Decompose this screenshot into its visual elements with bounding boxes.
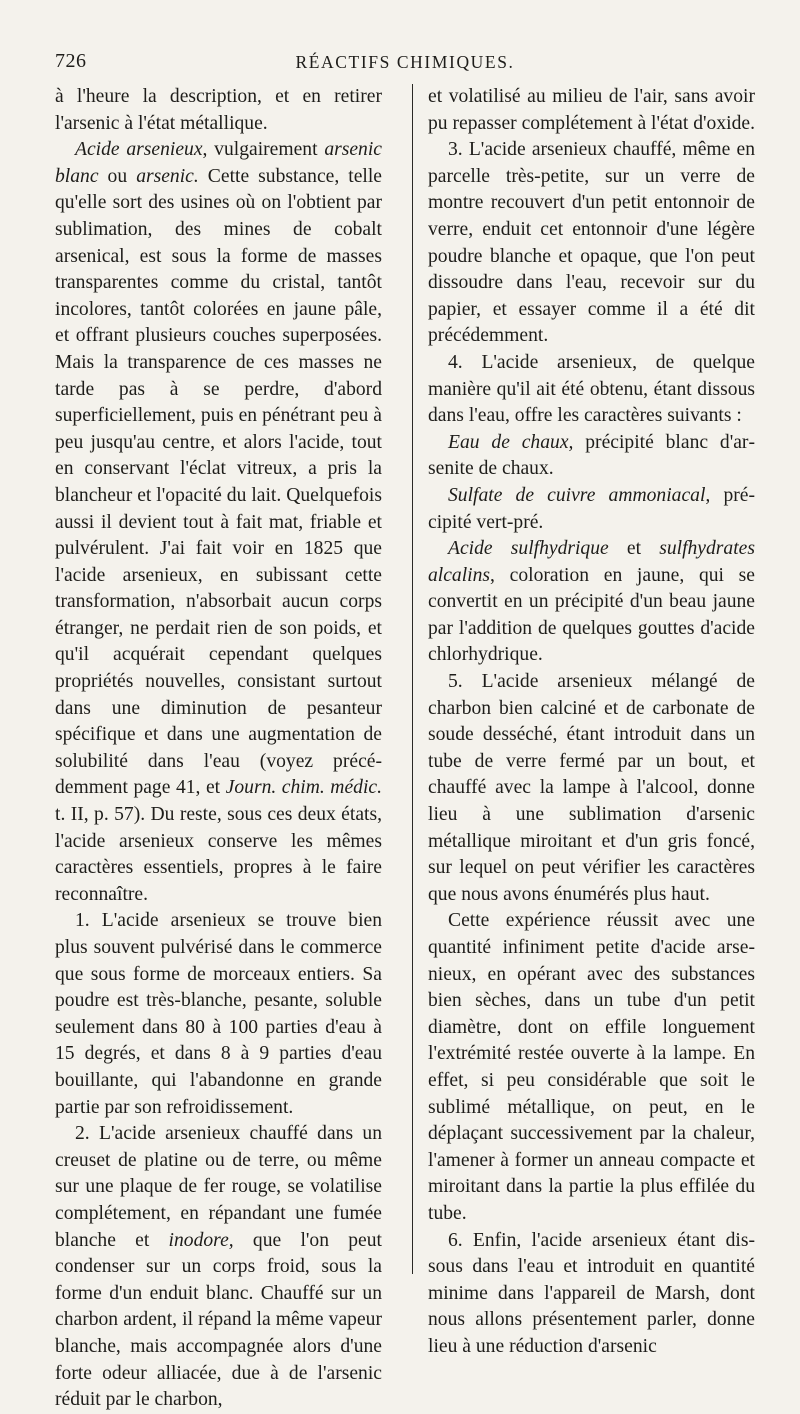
- running-title: RÉACTIFS CHIMIQUES.: [295, 52, 515, 72]
- term: inodore,: [168, 1229, 234, 1251]
- paragraph: à l'heure la description, et en retirer l'arsenic à l'état métallique.: [55, 86, 382, 134]
- reagent-term: sulfhydrates alcalins: [428, 538, 755, 586]
- paragraph: 6. Enfin, l'acide arsenieux étant dissous dans l'eau et introduit en quantité minime dans l'appareil de Marsh, dont nous allons présentement parler, donne lieu à une réduction d'arsenic: [428, 1229, 755, 1357]
- paragraph: 4. L'acide arsenieux, de quelque manière qu'il ait été obtenu, étant dissous dans l'eau, offre les caractères suivants :: [428, 351, 755, 427]
- paragraph: Acide arsenieux, vulgairement arsenic blanc ou arsenic. Cette substance, telle qu'elle sort des usines où on l'obtient par sublimation, des mines de cobalt arsenical, est sous la forme de masses transparentes comme du cristal, tantôt incolores, tantôt colorées en jaune pâle, et offrant plusieurs couches superposées. Mais la transparence de ces masses ne tarde pas à se perdre, d'abord superficiellement, puis en pénétrant peu à peu jusqu'au centre, et alors l'acide, tout en conservant l'éclat vitreux, a pris la blancheur et l'opacité du lait. Quelquefois aussi il devient tout à fait mat, friable et pulvérulent. J'ai fait voir en 1825 que l'acide arsenieux, en subissant cette transformation, n'absorbait aucun corps étranger, ne perdait rien de son poids, et qu'il acquérait cependant quelques propriétés nouvelles, consistant surtout dans une diminution de pesanteur spécifique et dans une augmentation de solubilité dans l'eau (voyez précédemment page 41, et Journ. chim. médic. t. II, p. 57). Du reste, sous ces deux états, l'acide arsenieux conserve les mêmes caractères essentiels, propres à le faire reconnaître.: [55, 139, 383, 905]
- term: Acide arsenieux: [75, 139, 203, 161]
- term: arsenic.: [136, 165, 199, 187]
- paragraph: Acide sulfhydrique et sulfhydrates alcalins, coloration en jaune, qui se convertit en un précipité d'un beau jaune par l'addition de quelques gouttes d'acide chlorhydrique.: [428, 538, 755, 666]
- paragraph: 2. L'acide arsenieux chauffé dans un creuset de platine ou de terre, ou même sur une plaque de fer rouge, se volatilise complétement, en répandant une fumée blanche et inodore, que l'on peut condenser sur un corps froid, sous la forme d'un enduit blanc. Chauffé sur un charbon ardent, il répand la même vapeur blanche, mais accompagnée alors d'une forte odeur alliacée, due à de l'arsenic réduit par le charbon,: [55, 1123, 382, 1411]
- paragraph: 5. L'acide arsenieux mélangé de charbon bien calciné et de carbonate de soude desséché, étant introduit dans un tube de verre fermé par un bout, et chauffé avec la lampe à l'alcool, donne lieu à une sublimation d'arsenic métallique miroitant et d'un gris foncé, sur lequel on peut vérifier les caractères que nous avons énumérés plus haut.: [428, 671, 755, 905]
- journal-reference: Journ. chim. médic.: [225, 777, 382, 799]
- paragraph: Eau de chaux, précipité blanc d'arsenite de chaux.: [428, 431, 755, 480]
- paragraph: Cette expérience réussit avec une quantité infiniment petite d'acide arsenieux, en opérant avec des substances bien sèches, dans un tube d'un petit diamètre, dont on effile longuement l'extrémité restée ouverte à la lampe. En effet, si peu considérable que soit le sublimé métallique, on peut, en le déplaçant successivement par la chaleur, l'amener à former un anneau compacte et miroitant dans la partie la plus effilée du tube.: [428, 910, 755, 1224]
- reagent-term: Eau de chaux,: [448, 431, 574, 453]
- paragraph: et volatilisé au milieu de l'air, sans avoir pu repasser complétement à l'état d'oxide.: [428, 86, 755, 134]
- paragraph: 1. L'acide arsenieux se trouve bien plus souvent pulvérisé dans le commerce que sous forme de morceaux entiers. Sa poudre est très-blanche, pesante, soluble seulement dans 80 à 100 parties d'eau à 15 degrés, et dans 8 à 9 parties d'eau bouillante, qui l'abandonne en grande partie par son refroidissement.: [55, 910, 382, 1118]
- reagent-term: Sulfate de cuivre ammoniacal,: [448, 484, 711, 506]
- term: arsenic blanc: [55, 139, 382, 187]
- column-divider: [412, 84, 413, 1274]
- left-column: [55, 84, 382, 1414]
- paragraph: Sulfate de cuivre ammoniacal, précipité vert-pré.: [428, 484, 755, 533]
- running-header: [55, 50, 755, 78]
- page-number: 726: [55, 50, 87, 72]
- reagent-term: Acide sulfhydrique: [448, 538, 609, 560]
- right-column: [428, 84, 755, 1361]
- paragraph: 3. L'acide arsenieux chauffé, même en parcelle très-petite, sur un verre de montre recouvert d'un petit entonnoir de verre, enduit cet entonnoir d'une légère poudre blanche et opaque, que l'on peut dissoudre dans l'eau, recevoir sur du papier, et essayer comme il a été dit précédemment.: [428, 139, 755, 347]
